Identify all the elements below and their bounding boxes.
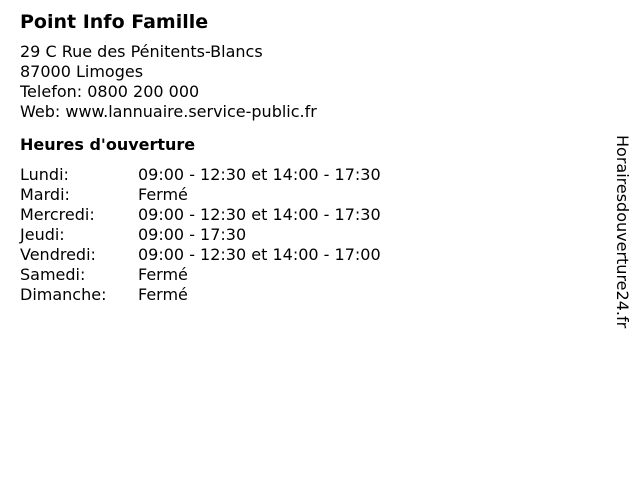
day-label: Jeudi: <box>20 225 65 244</box>
day-label: Lundi: <box>20 165 69 184</box>
address-city: 87000 Limoges <box>20 62 144 81</box>
day-label: Mardi: <box>20 185 70 204</box>
day-label: Samedi: <box>20 265 86 284</box>
hours-row-thursday <box>20 225 580 245</box>
website-line: Web: www.lannuaire.service-public.fr <box>20 102 317 121</box>
time-value: 09:00 - 17:30 <box>138 225 247 244</box>
time-value: 09:00 - 12:30 et 14:00 - 17:30 <box>138 165 381 184</box>
address-street: 29 C Rue des Pénitents-Blancs <box>20 42 263 61</box>
time-value: Fermé <box>138 185 188 204</box>
hours-row-friday <box>20 245 580 265</box>
hours-heading: Heures d'ouverture <box>20 135 196 154</box>
day-label: Dimanche: <box>20 285 107 304</box>
hours-row-tuesday <box>20 185 580 205</box>
hours-table <box>20 165 580 305</box>
time-value: 09:00 - 12:30 et 14:00 - 17:00 <box>138 245 381 264</box>
time-value: Fermé <box>138 285 188 304</box>
business-info-card <box>20 10 580 305</box>
time-value: Fermé <box>138 265 188 284</box>
hours-row-monday <box>20 165 580 185</box>
hours-row-sunday <box>20 285 580 305</box>
phone-line: Telefon: 0800 200 000 <box>20 82 200 101</box>
time-value: 09:00 - 12:30 et 14:00 - 17:30 <box>138 205 381 224</box>
day-label: Mercredi: <box>20 205 95 224</box>
hours-row-saturday <box>20 265 580 285</box>
business-name: Point Info Famille <box>20 11 209 33</box>
day-label: Vendredi: <box>20 245 96 264</box>
hours-row-wednesday <box>20 205 580 225</box>
site-watermark: Horairesdouverture24.fr <box>613 135 632 329</box>
